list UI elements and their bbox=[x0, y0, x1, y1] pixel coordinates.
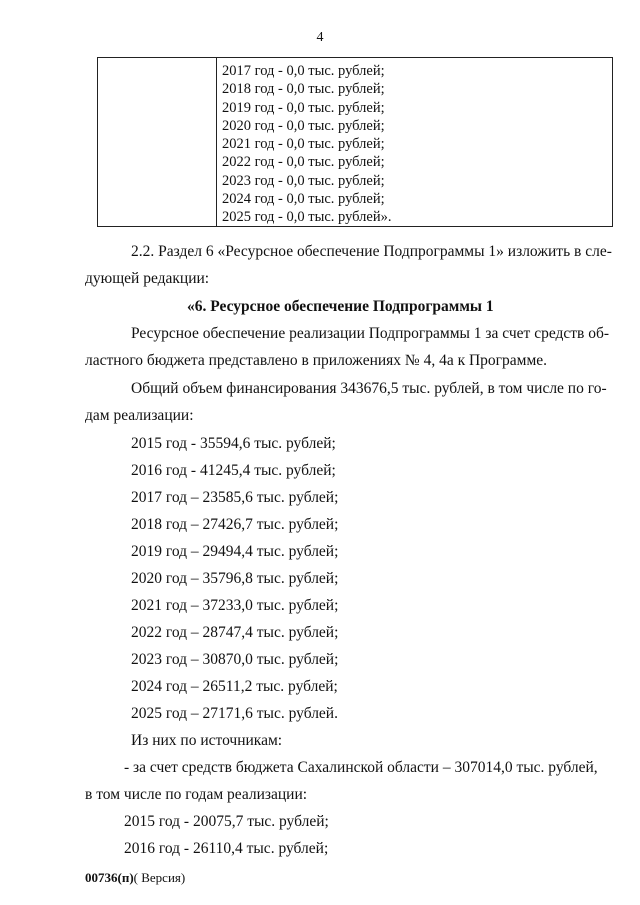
paragraph-regional-line-2: в том числе по годам реализации: bbox=[85, 786, 308, 803]
paragraph-resource-line-1: Ресурсное обеспечение реализации Подпрограммы 1 за счет средств об- bbox=[131, 325, 610, 342]
paragraph-total-line-1: Общий объем финансирования 343676,5 тыс. рублей, в том числе по го- bbox=[131, 380, 607, 397]
page-number: 4 bbox=[316, 30, 324, 45]
year-regional-2016: 2016 год - 26110,4 тыс. рублей; bbox=[124, 840, 329, 857]
paragraph-resource-line-2: ластного бюджета представлено в приложениях № 4, 4а к Программе. bbox=[85, 352, 548, 369]
year-total-2018: 2018 год – 27426,7 тыс. рублей; bbox=[131, 516, 339, 533]
year-total-2022: 2022 год – 28747,4 тыс. рублей; bbox=[131, 624, 339, 641]
document-footer bbox=[85, 870, 185, 886]
year-total-2015: 2015 год - 35594,6 тыс. рублей; bbox=[131, 435, 336, 452]
table-line: 2020 год - 0,0 тыс. рублей; bbox=[222, 117, 385, 134]
year-regional-2015: 2015 год - 20075,7 тыс. рублей; bbox=[124, 813, 329, 830]
table-line: 2023 год - 0,0 тыс. рублей; bbox=[222, 172, 385, 189]
paragraph-regional-line-1: - за счет средств бюджета Сахалинской области – 307014,0 тыс. рублей, bbox=[124, 759, 598, 776]
year-total-2025: 2025 год – 27171,6 тыс. рублей. bbox=[131, 705, 338, 722]
year-total-2023: 2023 год – 30870,0 тыс. рублей; bbox=[131, 651, 339, 668]
year-total-2019: 2019 год – 29494,4 тыс. рублей; bbox=[131, 543, 339, 560]
year-total-2016: 2016 год - 41245,4 тыс. рублей; bbox=[131, 462, 336, 479]
year-total-2024: 2024 год – 26511,2 тыс. рублей; bbox=[131, 678, 338, 695]
paragraph-total-line-2: дам реализации: bbox=[85, 407, 194, 424]
table-line: 2022 год - 0,0 тыс. рублей; bbox=[222, 154, 385, 171]
table-cell-years bbox=[222, 62, 391, 227]
year-total-2021: 2021 год – 37233,0 тыс. рублей; bbox=[131, 597, 339, 614]
funding-table-fragment bbox=[97, 57, 613, 227]
sources-label: Из них по источникам: bbox=[131, 732, 283, 749]
document-version: ( Версия) bbox=[133, 870, 186, 885]
table-line: 2018 год - 0,0 тыс. рублей; bbox=[222, 81, 385, 98]
paragraph-2-2-line-2: дующей редакции: bbox=[85, 270, 210, 287]
table-column-divider bbox=[216, 58, 217, 226]
table-line: 2025 год - 0,0 тыс. рублей». bbox=[222, 209, 392, 226]
table-line: 2017 год - 0,0 тыс. рублей; bbox=[222, 63, 385, 79]
year-total-2017: 2017 год – 23585,6 тыс. рублей; bbox=[131, 489, 339, 506]
section-heading: «6. Ресурсное обеспечение Подпрограммы 1 bbox=[187, 298, 494, 315]
document-code: 00736(п) bbox=[85, 870, 134, 885]
table-line: 2019 год - 0,0 тыс. рублей; bbox=[222, 99, 385, 116]
paragraph-2-2-line-1: 2.2. Раздел 6 «Ресурсное обеспечение Подпрограммы 1» изложить в сле- bbox=[131, 243, 612, 260]
table-line: 2024 год - 0,0 тыс. рублей; bbox=[222, 191, 385, 208]
table-line: 2021 год - 0,0 тыс. рублей; bbox=[222, 136, 385, 153]
year-total-2020: 2020 год – 35796,8 тыс. рублей; bbox=[131, 570, 339, 587]
